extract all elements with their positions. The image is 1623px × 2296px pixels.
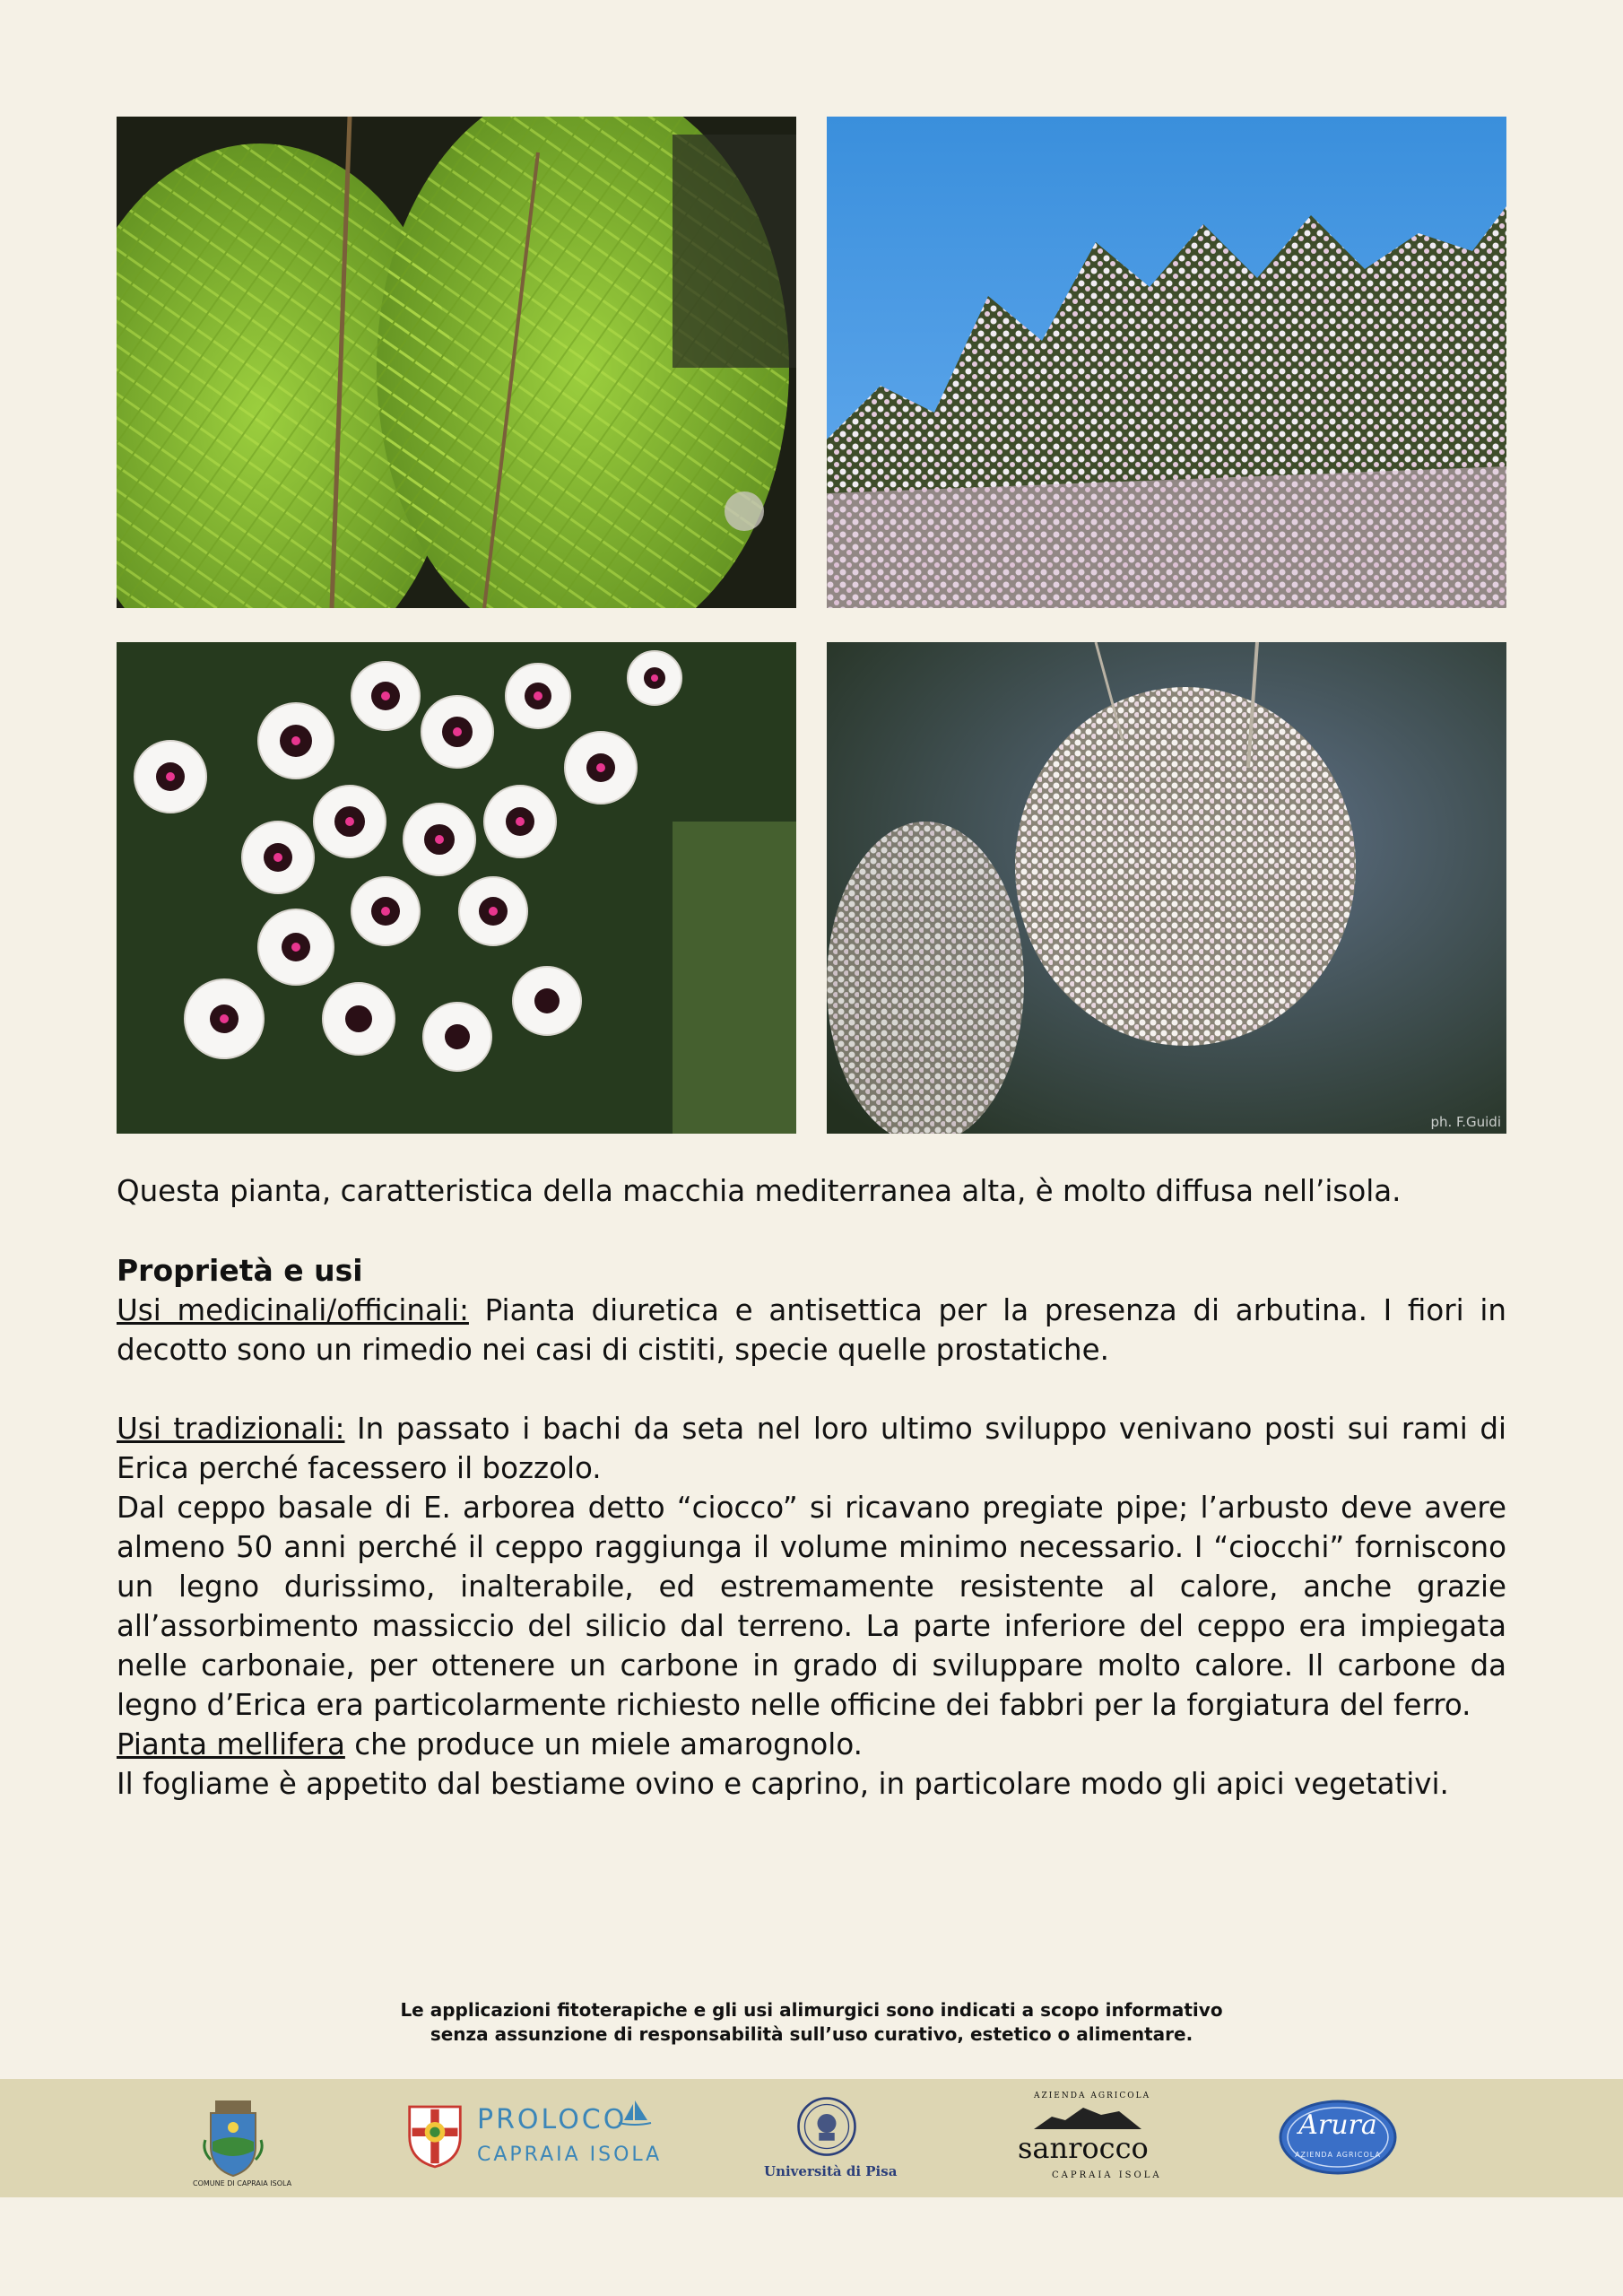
medicinal-label: Usi medicinali/officinali: (117, 1293, 469, 1327)
melliferous-text: che produce un miele amarognolo. (344, 1727, 863, 1761)
comune-crest-icon (193, 2097, 273, 2187)
proloco-shield-icon (405, 2102, 464, 2170)
medicinal-paragraph (117, 1291, 1506, 1370)
mountain-icon (1034, 2104, 1141, 2131)
melliferous-label: Pianta mellifera (117, 1727, 345, 1761)
traditional-paragraph (117, 1409, 1506, 1488)
intro-paragraph: Questa pianta, caratteristica della macchia mediterranea alta, è molto diffusa nell’isola. (117, 1174, 1402, 1208)
unipi-logo (764, 2095, 898, 2185)
sanrocco-top-label: AZIENDA AGRICOLA (1034, 2092, 1151, 2100)
pipe-paragraph: Dal ceppo basale di E. arborea detto “ciocco” si ricavano pregiate pipe; l’arbusto deve avere almeno 50 anni perché il ceppo raggiunga il volume minimo necessario. I “ciocchi” forniscono un legno durissimo, inalterabile, ed estremamente resistente al calore, anche grazie all’assorbimento massiccio del silicio dal terreno. La parte inferiore del ceppo era impiegata nelle carbonaie, per ottenere un carbone in grado di sviluppare molto calore. Il carbone da legno d’Erica era particolarmente richiesto nelle officine dei fabbri per la forgiatura del ferro. (117, 1491, 1506, 1722)
arura-logo (1278, 2099, 1398, 2176)
comune-label: COMUNE DI CAPRAIA ISOLA (193, 2179, 292, 2187)
foliage-paragraph: Il fogliame è appetito dal bestiame ovino e caprino, in particolare modo gli apici vegetativi. (117, 1767, 1449, 1801)
comune-logo (193, 2097, 292, 2187)
section-heading: Proprietà e usi (117, 1253, 363, 1288)
body-text (117, 1171, 1506, 1804)
logo-band (0, 2079, 1623, 2197)
white-bell-flowers-photo (117, 642, 796, 1134)
melliferous-paragraph (117, 1725, 1506, 1764)
medicinal-text: Pianta diuretica e antisettica per la presenza di arbutina. I fiori in decotto sono un rimedio nei casi di cistiti, specie quelle prostatiche. (117, 1293, 1506, 1367)
flower-cluster-photo (827, 642, 1506, 1134)
traditional-label: Usi tradizionali: (117, 1412, 345, 1446)
proloco-logo (405, 2099, 674, 2179)
sanrocco-logo (1009, 2092, 1170, 2190)
disclaimer-line-1: Le applicazioni fitoterapiche e gli usi alimurgici sono indicati a scopo informativo (400, 1999, 1223, 2021)
proloco-name: PROLOCO (477, 2104, 628, 2135)
sanrocco-name: sanrocco (1018, 2131, 1149, 2165)
green-foliage-photo (117, 117, 796, 608)
disclaimer-line-2: senza assunzione di responsabilità sull’uso curativo, estetico o alimentare. (430, 2023, 1193, 2045)
photo-credit: ph. F.Guidi (1430, 1114, 1501, 1130)
traditional-text: In passato i bachi da seta nel loro ultimo sviluppo venivano posti sui rami di Erica perché facessero il bozzolo. (117, 1412, 1506, 1485)
sanrocco-place: CAPRAIA ISOLA (1052, 2170, 1162, 2180)
proloco-place: CAPRAIA ISOLA (477, 2144, 663, 2166)
flowering-shrubs-sky-photo (827, 117, 1506, 608)
unipi-name: Università di Pisa (764, 2163, 898, 2179)
sailboat-icon (617, 2099, 653, 2126)
arura-label: AZIENDA AGRICOLA (1295, 2151, 1381, 2159)
unipi-seal-icon (795, 2095, 858, 2158)
arura-name: Arura (1298, 2109, 1377, 2141)
disclaimer (0, 1998, 1623, 2047)
